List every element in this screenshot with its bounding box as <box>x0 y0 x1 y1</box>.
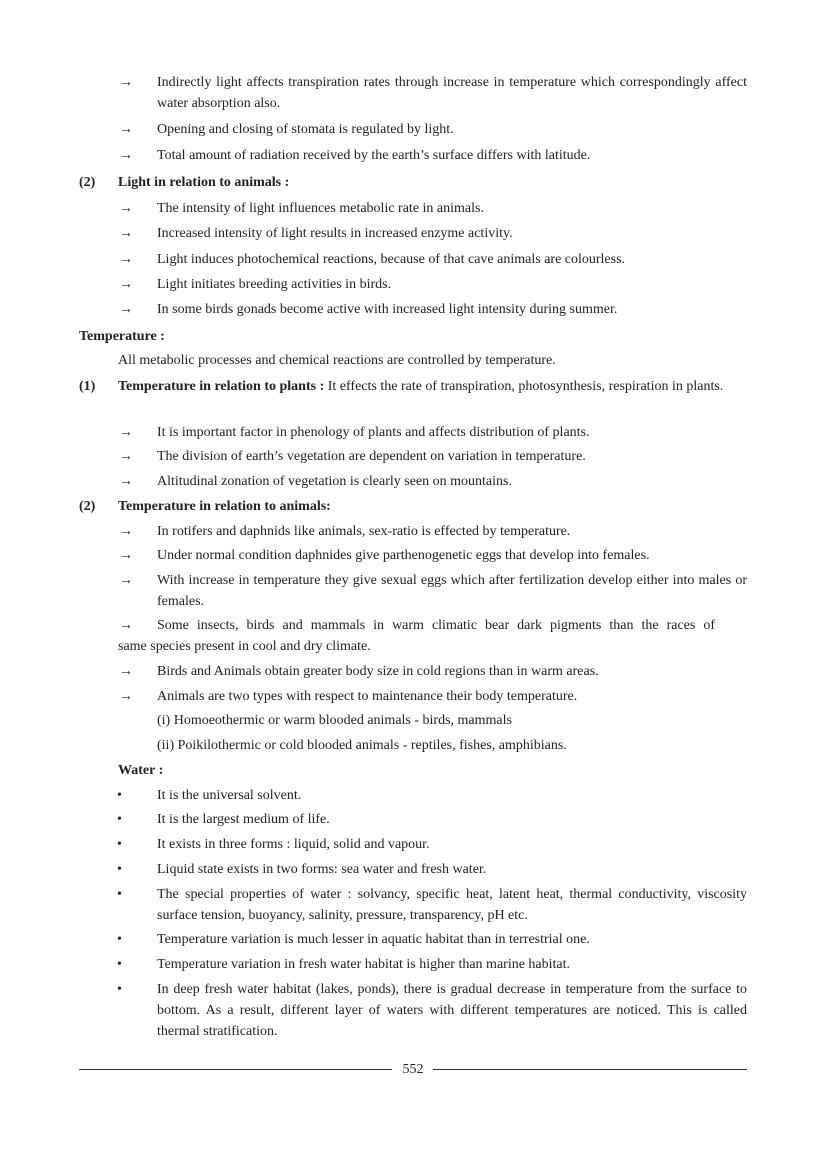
poikilothermic-subitem: (ii) Poikilothermic or cold blooded animals - reptiles, fishes, amphibians. <box>157 738 567 753</box>
dot-bullet: • <box>117 957 122 972</box>
section-number: (1) <box>79 379 96 394</box>
temperature-plants-item: It is important factor in phenology of plants and affects distribution of plants. <box>157 425 590 440</box>
temperature-animals-item: With increase in temperature they give sexual eggs which after fertilization develop either into males or females. <box>157 573 747 609</box>
water-item: It is the largest medium of life. <box>157 812 330 827</box>
temperature-animals-item: Animals are two types with respect to maintenance their body temperature. <box>157 689 578 704</box>
water-heading: Water : <box>118 763 164 778</box>
light-plants-item-2: Opening and closing of stomata is regulated by light. <box>157 122 454 137</box>
temperature-animals-heading: Temperature in relation to animals: <box>118 499 331 514</box>
water-item: Temperature variation is much lesser in aquatic habitat than in terrestrial one. <box>157 932 590 947</box>
temperature-animals-item-line-2: same species present in cool and dry climate. <box>118 639 371 654</box>
arrow-bullet: → <box>119 302 133 317</box>
water-item: It is the universal solvent. <box>157 788 302 803</box>
water-item: Liquid state exists in two forms: sea water and fresh water. <box>157 862 487 877</box>
arrow-bullet: → <box>119 689 133 704</box>
arrow-bullet: → <box>119 252 133 267</box>
light-plants-item-1: Indirectly light affects transpiration rates through increase in temperature which correspondingly affect water absorption also. <box>157 75 747 111</box>
dot-bullet: • <box>117 788 122 803</box>
homoeothermic-subitem: (i) Homoeothermic or warm blooded animals - birds, mammals <box>157 713 512 728</box>
arrow-bullet: → <box>119 524 133 539</box>
section-number: (2) <box>79 175 96 190</box>
light-animals-item: The intensity of light influences metabolic rate in animals. <box>157 201 484 216</box>
temperature-animals-item: Birds and Animals obtain greater body size in cold regions than in warm areas. <box>157 664 599 679</box>
arrow-bullet: → <box>119 277 133 292</box>
arrow-bullet: → <box>119 226 133 241</box>
footer-rule-left <box>79 1069 392 1070</box>
water-item: The special properties of water : solvancy, specific heat, latent heat, thermal conductivity, viscosity surface tension, buoyancy, salinity, pressure, transparency, pH etc. <box>157 887 747 923</box>
light-animals-item: Light induces photochemical reactions, because of that cave animals are colourless. <box>157 252 626 267</box>
dot-bullet: • <box>117 887 122 902</box>
dot-bullet: • <box>117 982 122 997</box>
water-item: It exists in three forms : liquid, solid and vapour. <box>157 837 430 852</box>
arrow-bullet: → <box>119 474 133 489</box>
temperature-plants-paragraph <box>118 376 747 397</box>
temperature-plants-text: It effects the rate of transpiration, photosynthesis, respiration in plants. <box>324 379 724 394</box>
arrow-bullet: → <box>119 75 133 90</box>
water-item: In deep fresh water habitat (lakes, ponds), there is gradual decrease in temperature from the surface to bottom. As a result, different layer of waters with different temperatures are noticed. This is called thermal stratification. <box>157 982 747 1039</box>
temperature-animals-item: Under normal condition daphnides give parthenogenetic eggs that develop into females. <box>157 548 650 563</box>
light-animals-item: Increased intensity of light results in increased enzyme activity. <box>157 226 513 241</box>
arrow-bullet: → <box>119 148 133 163</box>
arrow-bullet: → <box>119 664 133 679</box>
arrow-bullet: → <box>119 425 133 440</box>
temperature-animals-item-line-1: Some insects, birds and mammals in warm climatic bear dark pigments than the races of <box>157 618 715 633</box>
arrow-bullet: → <box>119 573 133 588</box>
light-animals-item: In some birds gonads become active with increased light intensity during summer. <box>157 302 618 317</box>
temperature-plants-heading: Temperature in relation to plants : <box>118 379 325 394</box>
temperature-intro: All metabolic processes and chemical reactions are controlled by temperature. <box>118 353 556 368</box>
arrow-bullet: → <box>119 548 133 563</box>
temperature-plants-item: Altitudinal zonation of vegetation is clearly seen on mountains. <box>157 474 512 489</box>
dot-bullet: • <box>117 812 122 827</box>
temperature-plants-item: The division of earth’s vegetation are dependent on variation in temperature. <box>157 449 586 464</box>
dot-bullet: • <box>117 932 122 947</box>
dot-bullet: • <box>117 837 122 852</box>
arrow-bullet: → <box>119 122 133 137</box>
light-plants-item-3: Total amount of radiation received by the earth’s surface differs with latitude. <box>157 148 591 163</box>
arrow-bullet: → <box>119 201 133 216</box>
section-number: (2) <box>79 499 96 514</box>
water-item: Temperature variation in fresh water habitat is higher than marine habitat. <box>157 957 571 972</box>
arrow-bullet: → <box>119 449 133 464</box>
light-animals-item: Light initiates breeding activities in birds. <box>157 277 392 292</box>
arrow-bullet: → <box>119 618 133 633</box>
page-number: 552 <box>402 1062 424 1077</box>
temperature-heading: Temperature : <box>79 329 165 344</box>
dot-bullet: • <box>117 862 122 877</box>
light-animals-heading: Light in relation to animals : <box>118 175 290 190</box>
temperature-animals-item: In rotifers and daphnids like animals, sex-ratio is effected by temperature. <box>157 524 571 539</box>
footer-rule-right <box>433 1069 747 1070</box>
